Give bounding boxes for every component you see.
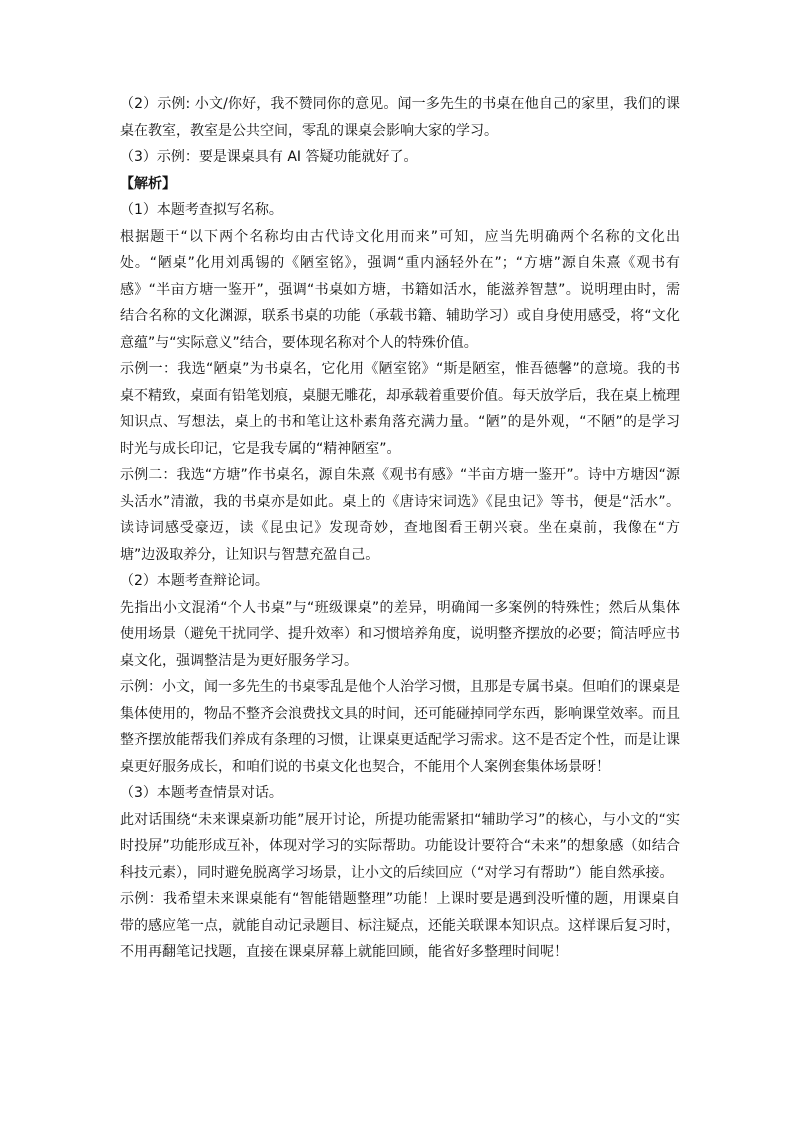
analysis-2-title: （2）本题考查辩论词。 <box>120 573 269 589</box>
analysis-3-title: （3）本题考查情景对话。 <box>120 785 283 801</box>
analysis-2-example: 示例：小文，闻一多先生的书桌零乱是他个人治学习惯，且那是专属书桌。但咱们的课桌是集体使用的，物品不整齐会浪费找文具的时间，还可能碰掉同学东西，影响课堂效率。而且整齐摆放能帮我们养成有条理的习惯，让课桌更适配学习需求。这不是否定个性，而是让课桌更好服务成长，和咱们说的书桌文化也契合，不能用个人案例套集体场景呀！ <box>120 679 680 775</box>
analysis-3-body: 此对话围绕“未来课桌新功能”展开讨论，所提功能需紧扣“辅助学习”的核心，与小文的“实时投屏”功能形成互补，体现对学习的实际帮助。功能设计要符合“未来”的想象感（如结合科技元素），同时避免脱离学习场景，让小文的后续回应（“对学习有帮助”）能自然承接。 <box>120 811 680 881</box>
analysis-1-example-two: 示例二：我选“方塘”作书桌名，源自朱熹《观书有感》“半亩方塘一鉴开”。诗中方塘因“源头活水”清澈，我的书桌亦是如此。桌上的《唐诗宋词选》《昆虫记》等书，便是“活水”。读诗词感受豪迈，读《昆虫记》发现奇妙，查地图看王朝兴衰。坐在桌前，我像在“方塘”边汲取养分，让知识与智慧充盈自己。 <box>120 467 680 563</box>
analysis-1-example-one: 示例一：我选“陋桌”为书桌名，它化用《陋室铭》“斯是陋室，惟吾德馨”的意境。我的书桌不精致，桌面有铅笔划痕，桌腿无雕花，却承载着重要价值。每天放学后，我在桌上梳理知识点、写想法，桌上的书和笔让这朴素角落充满力量。“陋”的是外观，“不陋”的是学习时光与成长印记，它是我专属的“精神陋室”。 <box>120 361 680 457</box>
analysis-3-example: 示例：我希望未来课桌能有“智能错题整理”功能！上课时要是遇到没听懂的题，用课桌自带的感应笔一点，就能自动记录题目、标注疑点，还能关联课本知识点。这样课后复习时，不用再翻笔记找题，直接在课桌屏幕上就能回顾，能省好多整理时间呢！ <box>120 891 680 960</box>
analysis-1-title: （1）本题考查拟写名称。 <box>120 202 283 218</box>
answer-2-example: （2）示例: 小文/你好，我不赞同你的意见。闻一多先生的书桌在他自己的家里，我们的课桌在教室，教室是公共空间，零乱的课桌会影响大家的学习。 <box>120 96 680 139</box>
document-page <box>120 91 680 966</box>
analysis-heading: 【解析】 <box>120 175 176 192</box>
analysis-2-body: 先指出小文混淆“个人书桌”与“班级课桌”的差异，明确闻一多案例的特殊性；然后从集体使用场景（避免干扰同学、提升效率）和习惯培养角度，说明整齐摆放的必要；简洁呼应书桌文化，强调整洁是为更好服务学习。 <box>120 599 680 669</box>
answer-3-example: （3）示例：要是课桌具有 AI 答疑功能就好了。 <box>120 149 418 165</box>
analysis-1-body: 根据题干“以下两个名称均由古代诗文化用而来”可知，应当先明确两个名称的文化出处。“陋桌”化用刘禹锡的《陋室铭》，强调“重内涵轻外在”；“方塘”源自朱熹《观书有感》“半亩方塘一鉴开”，强调“书桌如方塘，书籍如活水，能滋养智慧”。说明理由时，需结合名称的文化渊源，联系书桌的功能（承载书籍、辅助学习）或自身使用感受，将“文化意蕴”与“实际意义”结合，要体现名称对个人的特殊价值。 <box>120 228 680 351</box>
